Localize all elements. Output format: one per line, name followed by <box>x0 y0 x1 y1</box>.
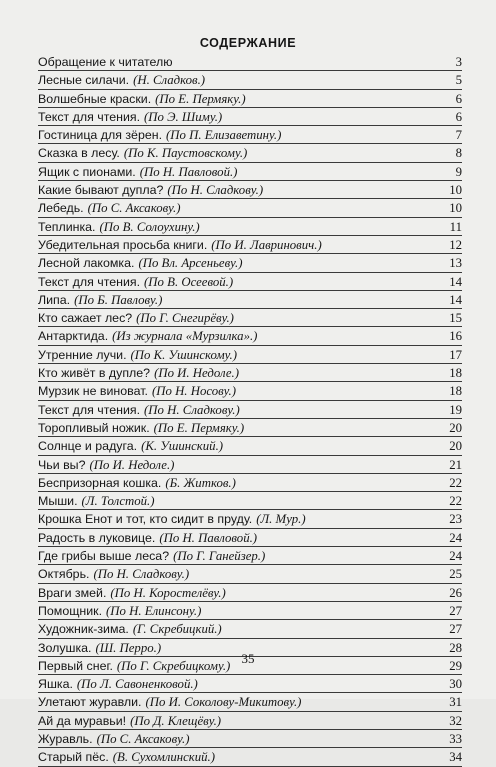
toc-entry-page: 5 <box>455 73 462 88</box>
toc-entry-source: (Из журнала «Мурзилка».) <box>112 329 258 344</box>
toc-entry-title: Лесной лакомка. <box>38 256 135 271</box>
toc-entry-title: Золушка. <box>38 640 92 655</box>
toc-entry-source: (По Г. Снегирёву.) <box>136 311 234 326</box>
toc-entry-source: (Н. Сладков.) <box>133 73 206 88</box>
toc-entry-page: 33 <box>449 731 462 746</box>
toc-entry-page: 11 <box>449 219 462 234</box>
toc-entry-title: Старый пёс. <box>38 750 109 765</box>
toc-entry <box>38 712 462 730</box>
toc-entry-title: Теплинка. <box>38 219 96 234</box>
toc-entry-title: Где грибы выше леса? <box>38 549 170 564</box>
toc-entry-page: 18 <box>449 366 462 381</box>
toc-entry-title: Текст для чтения. <box>38 109 141 124</box>
toc-entry <box>38 181 462 199</box>
toc-entry-title: Крошка Енот и тот, кто сидит в пруду. <box>38 512 253 527</box>
toc-entry-source: (По Е. Пермяку.) <box>155 91 246 106</box>
toc-entry-source: (По К. Паустовскому.) <box>123 146 248 161</box>
toc-entry <box>38 199 462 217</box>
toc-entry <box>38 218 462 236</box>
toc-entry-page: 15 <box>449 311 462 326</box>
toc-entry-page: 23 <box>449 512 462 527</box>
toc-entry-title: Художник-зима. <box>38 622 129 637</box>
toc-entry <box>38 730 462 748</box>
toc-entry <box>38 401 462 419</box>
toc-entry-source: (По Н. Сладкову.) <box>144 402 240 417</box>
toc-entry-title: Яшка. <box>38 677 73 692</box>
toc-entry-page: 31 <box>449 695 462 710</box>
toc-entry-source: (По Н. Сладкову.) <box>167 183 264 198</box>
toc-entry-title: Мыши. <box>38 494 78 509</box>
toc-entry <box>38 492 462 510</box>
toc-entry-source: (По Н. Павловой.) <box>159 530 258 545</box>
toc-entry-title: Обращение к читателю <box>38 55 173 69</box>
toc-entry-title: Кто сажает лес? <box>38 311 133 326</box>
toc-entry-source: (По С. Аксакову.) <box>87 201 181 216</box>
toc-entry <box>38 382 462 400</box>
toc-entry-source: (Ш. Перро.) <box>95 640 162 655</box>
toc-entry-source: (По В. Осеевой.) <box>144 274 234 289</box>
toc-entry-source: (По Н. Сладкову.) <box>93 567 190 582</box>
toc-entry-title: Улетают журавли. <box>38 695 142 710</box>
toc-entry <box>38 273 462 291</box>
toc-entry-page: 27 <box>449 603 462 618</box>
toc-entry-page: 20 <box>449 420 462 435</box>
toc-entry <box>38 71 462 89</box>
toc-entry <box>38 364 462 382</box>
toc-entry-source: (По И. Недоле.) <box>89 457 175 472</box>
toc-entry <box>38 108 462 126</box>
toc-entry-page: 30 <box>449 677 462 692</box>
toc-entry-source: (По Вл. Арсеньеву.) <box>138 256 243 271</box>
toc-entry-source: (По Н. Павловой.) <box>139 164 238 179</box>
toc-entry-page: 10 <box>449 183 462 198</box>
toc-entry-title: Солнце и радуга. <box>38 439 138 454</box>
toc-entry-title: Помощник. <box>38 603 103 618</box>
toc-entry-title: Чьи вы? <box>38 457 86 472</box>
toc-entry <box>38 620 462 638</box>
toc-entry-title: Убедительная просьба книги. <box>38 237 208 252</box>
toc-entry <box>38 254 462 272</box>
toc-entry-page: 28 <box>449 640 462 655</box>
toc-entry <box>38 346 462 364</box>
toc-entry <box>38 456 462 474</box>
toc-entry-title: Первый снег. <box>38 658 113 673</box>
toc-entry-title: Враги змей. <box>38 585 107 600</box>
toc-entry <box>38 529 462 547</box>
toc-entry-title: Сказка в лесу. <box>38 146 120 161</box>
toc-entry-source: (По С. Аксакову.) <box>96 731 190 746</box>
toc-entry-page: 20 <box>449 439 462 454</box>
toc-entry <box>38 163 462 181</box>
toc-entry-title: Мурзик не виноват. <box>38 384 148 399</box>
toc-entry-page: 8 <box>455 146 462 161</box>
toc-entry-title: Журавль. <box>38 731 93 746</box>
toc-entry-source: (По Д. Клещёву.) <box>130 713 222 728</box>
toc-entry-page: 34 <box>449 750 462 765</box>
toc-entry-source: (По И. Недоле.) <box>154 366 239 381</box>
toc-entry <box>38 474 462 492</box>
toc-entry-source: (Л. Толстой.) <box>81 494 155 509</box>
toc-entry-source: (По П. Елизаветину.) <box>166 128 282 143</box>
toc-entry-page: 16 <box>449 329 462 344</box>
toc-entry <box>38 602 462 620</box>
toc-entry-source: (Б. Житков.) <box>165 475 236 490</box>
toc-entry <box>38 565 462 583</box>
toc-entry-page: 24 <box>449 549 462 564</box>
toc-entry-title: Липа. <box>38 292 71 307</box>
toc-entry-page: 21 <box>449 457 462 472</box>
toc-entry-page: 14 <box>449 292 462 307</box>
toc-entry-page: 26 <box>449 585 462 600</box>
toc-entry-title: Ящик с пионами. <box>38 164 136 179</box>
toc-entry-title: Текст для чтения. <box>38 402 141 417</box>
toc-entry-title: Ай да муравьи! <box>38 713 127 728</box>
toc-entry-source: (В. Сухомлинский.) <box>112 750 215 765</box>
toc-entry-page: 13 <box>449 256 462 271</box>
toc-entry-source: (По Г. Ганейзер.) <box>173 549 266 564</box>
toc-entry-title: Торопливый ножик. <box>38 420 150 435</box>
toc-entry-source: (По Г. Скребицкому.) <box>116 658 231 673</box>
toc-entry-page: 27 <box>449 622 462 637</box>
toc-entry-source: (Л. Мур.) <box>256 512 306 527</box>
toc-entry-page: 32 <box>449 713 462 728</box>
toc-entry-page: 6 <box>455 91 462 106</box>
toc-entry <box>38 327 462 345</box>
toc-entry-source: (По Э. Шиму.) <box>144 109 223 124</box>
toc-entry <box>38 144 462 162</box>
toc-entry-title: Лебедь. <box>38 201 84 216</box>
toc-entry-page: 22 <box>449 475 462 490</box>
toc-entry-page: 29 <box>449 658 462 673</box>
toc-entry <box>38 90 462 108</box>
toc-entry-source: (По К. Ушинскому.) <box>130 347 237 362</box>
toc-entry-page: 10 <box>449 201 462 216</box>
toc-entry <box>38 510 462 528</box>
toc-entry-title: Беспризорная кошка. <box>38 475 162 490</box>
toc-entry-source: (По Н. Носову.) <box>151 384 236 399</box>
toc-entry-title: Какие бывают дупла? <box>38 183 164 198</box>
toc-entry-source: (По В. Солоухину.) <box>99 219 200 234</box>
toc-entry-page: 22 <box>449 494 462 509</box>
toc-entry-title: Кто живёт в дупле? <box>38 366 151 381</box>
toc-entry-title: Антарктида. <box>38 329 109 344</box>
toc-entry-source: (По Е. Пермяку.) <box>153 420 245 435</box>
toc-entry <box>38 584 462 602</box>
toc-entry <box>38 437 462 455</box>
toc-entry <box>38 53 462 71</box>
toc-entry-title: Утренние лучи. <box>38 347 127 362</box>
toc-entry-source: (По Л. Савоненковой.) <box>76 677 198 692</box>
toc-entry <box>38 309 462 327</box>
toc-entry-page: 12 <box>449 237 462 252</box>
toc-entry <box>38 675 462 693</box>
toc-entry-page: 18 <box>449 384 462 399</box>
toc-entry-page: 17 <box>449 347 462 362</box>
page-title: СОДЕРЖАНИЕ <box>199 36 297 50</box>
toc-entry-source: (Г. Скребицкий.) <box>132 622 222 637</box>
toc-entry-page: 14 <box>449 274 462 289</box>
toc-entry-page: 3 <box>455 55 462 69</box>
toc-entry-title: Текст для чтения. <box>38 274 141 289</box>
toc-entry-title: Октябрь. <box>38 567 90 582</box>
toc-entry-source: (По Н. Коростелёву.) <box>110 585 226 600</box>
toc-entry <box>38 126 462 144</box>
toc-entry <box>38 419 462 437</box>
toc-entry-source: (К. Ушинский.) <box>141 439 224 454</box>
toc-entry <box>38 748 462 766</box>
toc-entry-title: Лесные силачи. <box>38 73 130 88</box>
toc-entry <box>38 291 462 309</box>
toc-entry-title: Волшебные краски. <box>38 91 152 106</box>
toc-entry-source: (По И. Соколову-Микитову.) <box>145 695 302 710</box>
toc-entry-title: Радость в луковице. <box>38 530 156 545</box>
toc-entry <box>38 236 462 254</box>
toc-entry-page: 25 <box>449 567 462 582</box>
toc-entry-page: 19 <box>449 402 462 417</box>
toc-entry-source: (По Н. Елинсону.) <box>106 603 202 618</box>
toc-entry-page: 7 <box>455 128 462 143</box>
toc-entry-page: 9 <box>455 164 462 179</box>
toc-entry-title: Гостиница для зёрен. <box>38 128 163 143</box>
toc-entry-source: (По Б. Павлову.) <box>74 292 163 307</box>
toc-entry <box>38 547 462 565</box>
page-number: 35 <box>241 651 255 666</box>
toc-entry-page: 6 <box>455 109 462 124</box>
toc-entry-source: (По И. Лавринович.) <box>211 237 322 252</box>
toc-entry <box>38 693 462 711</box>
toc-entry-page: 24 <box>449 530 462 545</box>
